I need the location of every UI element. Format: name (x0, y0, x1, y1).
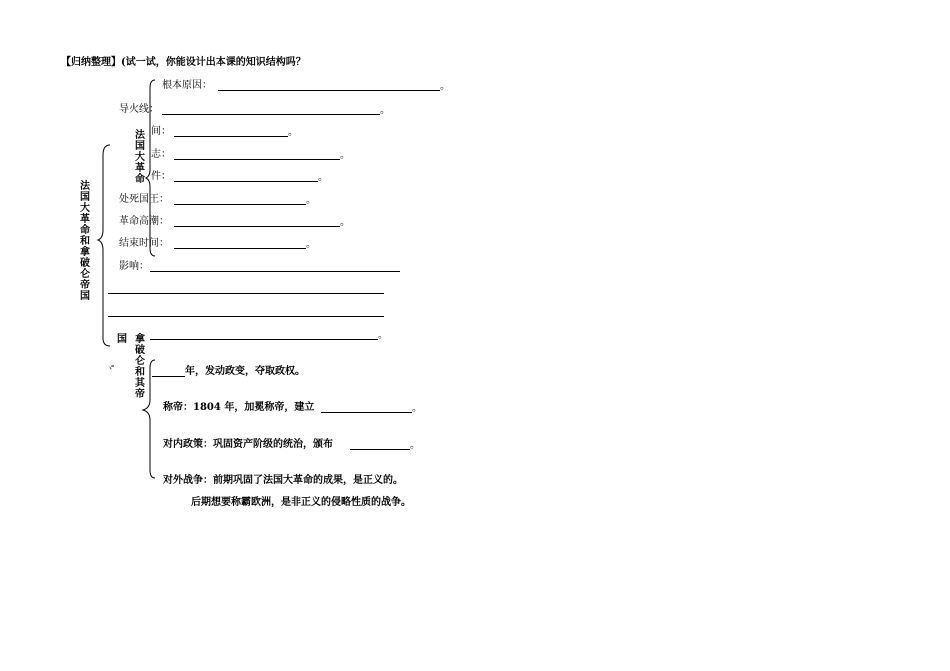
end-time-label: 结束时间： (119, 238, 169, 249)
time-label: 间： (151, 126, 171, 137)
time-period: 。 (288, 127, 298, 138)
influence-blank-3[interactable] (108, 316, 384, 317)
end-time-period: 。 (306, 239, 316, 250)
napoleon-side-b: ヾ (106, 364, 114, 373)
execution-label: 处死国王： (119, 194, 169, 205)
revolution-subtitle: 法国大革命 (135, 130, 145, 185)
execution-period: 。 (306, 195, 316, 206)
event-blank[interactable] (174, 181, 318, 182)
coup-blank[interactable] (152, 376, 185, 377)
influence-blank-2[interactable] (108, 293, 384, 294)
emperor-period: 。 (412, 403, 422, 414)
climax-blank[interactable] (174, 226, 340, 227)
emperor-blank[interactable] (321, 412, 412, 413)
sign-period: 。 (340, 150, 350, 161)
main-topic: 法国大革命和拿破仑帝国 (80, 181, 90, 302)
domestic-period: 。 (410, 440, 420, 451)
napoleon-side-a: 国 (117, 334, 127, 345)
execution-blank[interactable] (174, 204, 306, 205)
heading: 【归纳整理】(试一试，你能设计出本课的知识结构吗？ (61, 57, 306, 68)
sign-label: 志： (151, 149, 171, 160)
root-cause-period: 。 (440, 81, 450, 92)
sign-blank[interactable] (174, 159, 340, 160)
influence-label: 影响： (119, 261, 149, 272)
climax-period: 。 (340, 217, 350, 228)
napoleon-subtitle: 拿破仑和其帝 (135, 334, 145, 400)
domestic-text: 对内政策：巩固资产阶级的统治，颁布 (163, 439, 333, 450)
napoleon-blank-top[interactable] (150, 339, 378, 340)
fuse-label: 导火线： (119, 104, 159, 115)
influence-blank-1[interactable] (150, 271, 400, 272)
fuse-period: 。 (380, 105, 390, 116)
end-time-blank[interactable] (174, 248, 306, 249)
root-cause-blank[interactable] (218, 90, 440, 91)
climax-label: 革命高潮： (119, 216, 169, 227)
root-cause-label: 根本原因： (162, 80, 212, 91)
coup-text: 年，发动政变，夺取政权。 (185, 366, 305, 377)
domestic-blank[interactable] (350, 449, 410, 450)
event-label: 件： (151, 171, 171, 182)
fuse-blank[interactable] (162, 114, 380, 115)
event-period: 。 (318, 172, 328, 183)
foreign-war-text: 对外战争：前期巩固了法国大革命的成果，是正义的。 (163, 475, 403, 486)
emperor-text: 称帝：1804 年，加冕称帝，建立 (163, 402, 315, 413)
napoleon-top-period: 。 (378, 330, 388, 341)
time-blank[interactable] (174, 136, 288, 137)
later-war-text: 后期想要称霸欧洲，是非正义的侵略性质的战争。 (191, 497, 411, 508)
